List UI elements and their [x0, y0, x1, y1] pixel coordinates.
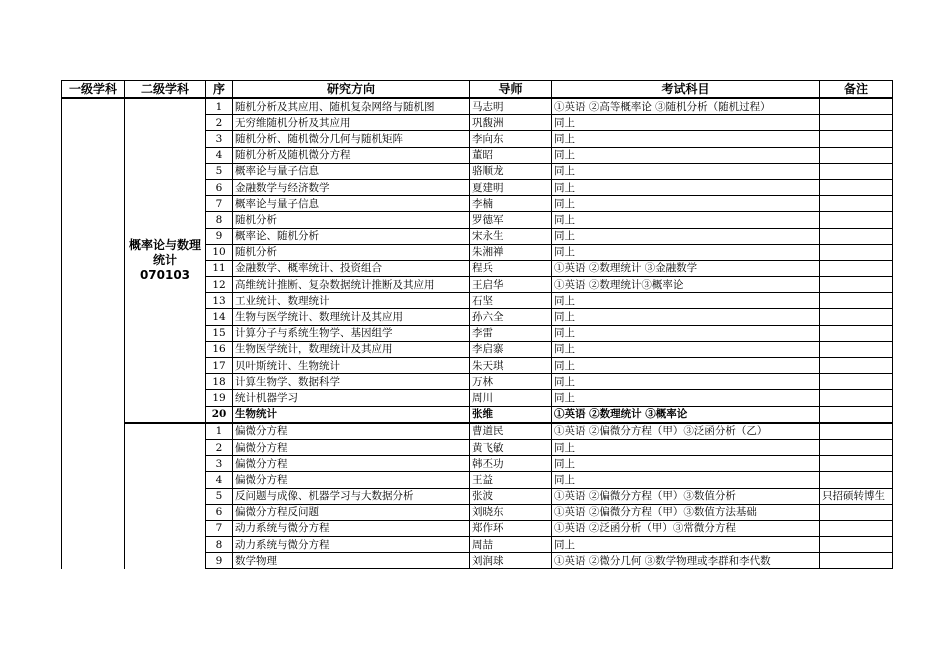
table-row — [62, 98, 893, 115]
level2-code: 070103 — [139, 267, 191, 282]
row-advisor: 马志明 — [470, 98, 552, 115]
row-note — [820, 504, 893, 520]
row-seq: 20 — [206, 406, 233, 423]
row-advisor: 巩馥洲 — [470, 115, 552, 131]
row-direction: 金融数学、概率统计、投资组合 — [233, 260, 470, 276]
row-advisor: 骆顺龙 — [470, 163, 552, 179]
row-seq: 4 — [206, 472, 233, 488]
row-note — [820, 163, 893, 179]
row-note — [820, 390, 893, 406]
row-exam: 同上 — [552, 131, 820, 147]
row-exam: 同上 — [552, 115, 820, 131]
row-exam: 同上 — [552, 293, 820, 309]
row-direction: 随机分析 — [233, 244, 470, 260]
row-advisor: 李向东 — [470, 131, 552, 147]
row-seq: 9 — [206, 553, 233, 569]
row-exam: ①英语 ②数理统计 ③金融数学 — [552, 260, 820, 276]
row-direction: 无穷维随机分析及其应用 — [233, 115, 470, 131]
table-row — [62, 423, 893, 440]
row-exam: ①英语 ②微分几何 ③数学物理或李群和李代数 — [552, 553, 820, 569]
header-seq: 序 — [206, 81, 233, 99]
row-note — [820, 115, 893, 131]
level2-name: 概率论与数理统计 — [128, 237, 201, 267]
row-exam: 同上 — [552, 196, 820, 212]
row-advisor: 孙六全 — [470, 309, 552, 325]
row-seq: 2 — [206, 439, 233, 455]
row-advisor: 朱天琪 — [470, 358, 552, 374]
row-direction: 贝叶斯统计、生物统计 — [233, 358, 470, 374]
row-advisor: 夏建明 — [470, 179, 552, 195]
row-note — [820, 131, 893, 147]
row-note — [820, 553, 893, 569]
row-note — [820, 179, 893, 195]
row-exam: 同上 — [552, 309, 820, 325]
header-level1: 一级学科 — [62, 81, 125, 99]
row-seq: 8 — [206, 212, 233, 228]
row-note — [820, 520, 893, 536]
row-seq: 5 — [206, 488, 233, 504]
row-note — [820, 196, 893, 212]
row-exam: ①英语 ②数理统计③概率论 — [552, 277, 820, 293]
row-exam: 同上 — [552, 179, 820, 195]
row-advisor: 石坚 — [470, 293, 552, 309]
row-note — [820, 98, 893, 115]
row-note — [820, 260, 893, 276]
row-direction: 计算生物学、数据科学 — [233, 374, 470, 390]
row-seq: 3 — [206, 456, 233, 472]
row-direction: 概率论与量子信息 — [233, 196, 470, 212]
row-seq: 18 — [206, 374, 233, 390]
row-direction: 概率论与量子信息 — [233, 163, 470, 179]
header-row — [62, 81, 893, 99]
row-direction: 随机分析及随机微分方程 — [233, 147, 470, 163]
row-exam: 同上 — [552, 163, 820, 179]
row-note — [820, 147, 893, 163]
row-exam: 同上 — [552, 439, 820, 455]
row-note — [820, 472, 893, 488]
row-note — [820, 456, 893, 472]
row-note — [820, 406, 893, 423]
row-advisor: 宋永生 — [470, 228, 552, 244]
row-direction: 计算分子与系统生物学、基因组学 — [233, 325, 470, 341]
row-direction: 反问题与成像、机器学习与大数据分析 — [233, 488, 470, 504]
row-advisor: 周川 — [470, 390, 552, 406]
row-advisor: 罗德军 — [470, 212, 552, 228]
row-note — [820, 358, 893, 374]
level2-cell — [125, 98, 206, 423]
header-advisor: 导师 — [470, 81, 552, 99]
table-body — [62, 98, 893, 569]
row-exam: 同上 — [552, 472, 820, 488]
row-seq: 16 — [206, 341, 233, 357]
row-direction: 偏微分方程 — [233, 472, 470, 488]
row-advisor: 刘晓东 — [470, 504, 552, 520]
row-exam: ①英语 ②数理统计 ③概率论 — [552, 406, 820, 423]
row-advisor: 万林 — [470, 374, 552, 390]
row-seq: 10 — [206, 244, 233, 260]
row-note — [820, 228, 893, 244]
row-seq: 2 — [206, 115, 233, 131]
row-exam: ①英语 ②偏微分方程（甲）③数值分析 — [552, 488, 820, 504]
row-note: 只招硕转博生 — [820, 488, 893, 504]
row-seq: 12 — [206, 277, 233, 293]
row-advisor: 王启华 — [470, 277, 552, 293]
row-advisor: 朱湘禅 — [470, 244, 552, 260]
row-seq: 15 — [206, 325, 233, 341]
row-exam: 同上 — [552, 244, 820, 260]
row-seq: 1 — [206, 98, 233, 115]
row-seq: 3 — [206, 131, 233, 147]
row-advisor: 张维 — [470, 406, 552, 423]
row-advisor: 王益 — [470, 472, 552, 488]
header-level2: 二级学科 — [125, 81, 206, 99]
row-exam: 同上 — [552, 537, 820, 553]
row-advisor: 李雷 — [470, 325, 552, 341]
row-advisor: 郑作环 — [470, 520, 552, 536]
row-advisor: 张波 — [470, 488, 552, 504]
row-direction: 随机分析 — [233, 212, 470, 228]
row-exam: 同上 — [552, 358, 820, 374]
row-advisor: 曹道民 — [470, 423, 552, 440]
row-direction: 概率论、随机分析 — [233, 228, 470, 244]
row-exam: 同上 — [552, 212, 820, 228]
row-advisor: 黄飞敏 — [470, 439, 552, 455]
course-table — [61, 80, 893, 569]
row-direction: 数学物理 — [233, 553, 470, 569]
row-direction: 高维统计推断、复杂数据统计推断及其应用 — [233, 277, 470, 293]
row-exam: 同上 — [552, 325, 820, 341]
row-direction: 工业统计、数理统计 — [233, 293, 470, 309]
row-advisor: 周喆 — [470, 537, 552, 553]
row-seq: 17 — [206, 358, 233, 374]
row-exam: ①英语 ②高等概率论 ③随机分析（随机过程） — [552, 98, 820, 115]
row-direction: 生物统计 — [233, 406, 470, 423]
row-seq: 9 — [206, 228, 233, 244]
row-exam: 同上 — [552, 374, 820, 390]
row-exam: ①英语 ②偏微分方程（甲）③数值方法基础 — [552, 504, 820, 520]
row-advisor: 李楠 — [470, 196, 552, 212]
row-advisor: 程兵 — [470, 260, 552, 276]
row-seq: 19 — [206, 390, 233, 406]
header-direction: 研究方向 — [233, 81, 470, 99]
row-seq: 4 — [206, 147, 233, 163]
row-note — [820, 309, 893, 325]
row-note — [820, 537, 893, 553]
row-direction: 偏微分方程反问题 — [233, 504, 470, 520]
row-seq: 6 — [206, 504, 233, 520]
row-note — [820, 277, 893, 293]
row-note — [820, 325, 893, 341]
row-seq: 11 — [206, 260, 233, 276]
row-seq: 13 — [206, 293, 233, 309]
row-advisor: 董昭 — [470, 147, 552, 163]
row-direction: 随机分析及其应用、随机复杂网络与随机图 — [233, 98, 470, 115]
row-direction: 金融数学与经济数学 — [233, 179, 470, 195]
row-exam: ①英语 ②偏微分方程（甲）③泛函分析（乙） — [552, 423, 820, 440]
row-seq: 1 — [206, 423, 233, 440]
row-direction: 生物医学统计，数理统计及其应用 — [233, 341, 470, 357]
row-note — [820, 244, 893, 260]
row-exam: 同上 — [552, 456, 820, 472]
row-advisor: 韩丕功 — [470, 456, 552, 472]
row-exam: 同上 — [552, 390, 820, 406]
row-note — [820, 374, 893, 390]
row-seq: 6 — [206, 179, 233, 195]
row-seq: 14 — [206, 309, 233, 325]
row-note — [820, 212, 893, 228]
row-direction: 动力系统与微分方程 — [233, 520, 470, 536]
row-advisor: 李启寨 — [470, 341, 552, 357]
row-direction: 统计机器学习 — [233, 390, 470, 406]
row-direction: 偏微分方程 — [233, 423, 470, 440]
row-direction: 动力系统与微分方程 — [233, 537, 470, 553]
row-direction: 随机分析、随机微分几何与随机矩阵 — [233, 131, 470, 147]
row-exam: 同上 — [552, 147, 820, 163]
row-exam: 同上 — [552, 228, 820, 244]
row-seq: 7 — [206, 520, 233, 536]
row-exam: ①英语 ②泛函分析（甲）③常微分方程 — [552, 520, 820, 536]
row-seq: 7 — [206, 196, 233, 212]
level2-cell-empty — [125, 423, 206, 569]
row-note — [820, 341, 893, 357]
row-note — [820, 293, 893, 309]
row-note — [820, 423, 893, 440]
header-note: 备注 — [820, 81, 893, 99]
row-exam: 同上 — [552, 341, 820, 357]
row-note — [820, 439, 893, 455]
row-direction: 生物与医学统计、数理统计及其应用 — [233, 309, 470, 325]
row-seq: 5 — [206, 163, 233, 179]
row-advisor: 刘润球 — [470, 553, 552, 569]
row-direction: 偏微分方程 — [233, 439, 470, 455]
row-seq: 8 — [206, 537, 233, 553]
row-direction: 偏微分方程 — [233, 456, 470, 472]
header-exam: 考试科目 — [552, 81, 820, 99]
level1-cell — [62, 98, 125, 569]
